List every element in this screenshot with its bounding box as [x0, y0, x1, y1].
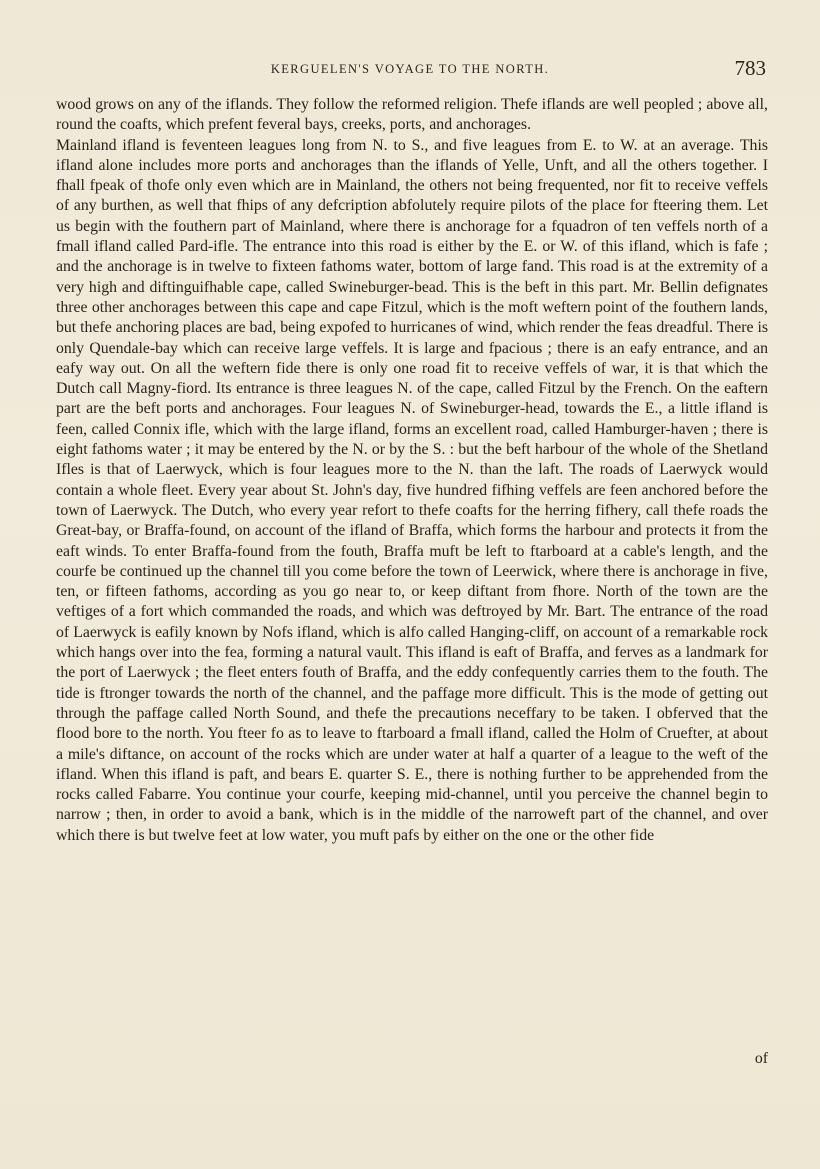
paragraph: Mainland ifland is feventeen leagues long from N. to S., and five leagues from E. to W. at an average. This ifland alone includes more ports and anchorages than the iflands of Yelle, Unft, and all the others together. I fhall fpeak of thofe only even which are in Mainland, the others not being frequented, nor fit to receive veffels of any burthen, as well that fhips of any defcription abfolutely require pilots of the place for fteering them. Let us begin with the fouthern part of Mainland, where there is anchorage for a fquadron of ten veffels north of a fmall ifland called Pard-ifle. The entrance into this road is either by the E. or W. of this ifland, which is fafe ; and the anchorage is in twelve to fixteen fathoms water, bottom of large fand. This road is at the extremity of a very high and diftinguifhable cape, called Swineburger-bead. This is the beft in this part. Mr. Bellin defignates three other anchorages between this cape and cape Fitzul, which is the moft weftern point of the fouthern lands, but thefe anchoring places are bad, being expofed to hurricanes of wind, which render the feas dreadful. There is only Quendale-bay which can receive large veffels. It is large and fpacious ; there is an eafy entrance, and an eafy way out. On all the weftern fide there is only one road fit to receive veffels of war, it is that which the Dutch call Magny-fiord. Its entrance is three leagues N. of the cape, called Fitzul by the French. On the eaftern part are the beft ports and anchorages. Four leagues N. of Swineburger-head, towards the E., a little ifland is feen, called Connix ifle, which with the large ifland, forms an excellent road, called Hamburger-haven ; there is eight fathoms water ; it may be entered by the N. or by the S. : but the beft harbour of the whole of the Shetland Ifles is that of Laerwyck, which is four leagues more to the N. than the laft. The roads of Laerwyck would contain a whole fleet. Every year about St. John's day, five hundred fifhing veffels are feen anchored before the town of Laerwyck. The Dutch, who every year refort to thefe coafts for the herring fifhery, call thefe roads the Great-bay, or Braffa-found, on account of the ifland of Braffa, which forms the harbour and protects it from the eaft winds. To enter Braffa-found from the fouth, Braffa muft be left to ftarboard at a cable's length, and the courfe be continued up the channel till you come before the town of Leerwick, where there is anchorage in five, ten, or fifteen fathoms, according as you go near to, or keep diftant from fhore. North of the town are the veftiges of a fort which commanded the roads, and which was deftroyed by Mr. Bart. The entrance of the road of Laerwyck is eafily known by Nofs ifland, which is alfo called Hanging-cliff, on account of a remarkable rock which hangs over into the fea, forming a natural vault. This ifland is eaft of Braffa, and ferves as a landmark for the port of Laerwyck ; the fleet enters fouth of Braffa, and the eddy confequently carries them to the fouth. The tide is ftronger towards the north of the channel, and the paffage more difficult. This is the mode of getting out through the paffage called North Sound, and thefe the precautions neceffary to be taken. I obferved that the flood bore to the north. You fteer fo as to leave to ftarboard a fmall ifland, called the Holm of Cruefter, at about a mile's diftance, on account of the rocks which are under water at half a quarter of a league to the weft of the ifland. When this ifland is paft, and bears E. quarter S. E., there is nothing further to be apprehended from the rocks called Fabarre. You continue your courfe, keeping mid-channel, until you perceive the channel begin to narrow ; then, in order to avoid a bank, which is in the middle of the narroweft part of the channel, and over which there is but twelve feet at low water, you muft pafs by either on the one or the other fide: [56, 136, 768, 844]
running-head: KERGUELEN'S VOYAGE TO THE NORTH.: [270, 62, 550, 76]
page-header: [0, 56, 820, 86]
page-number: 783: [734, 56, 766, 80]
body-text: [56, 95, 768, 846]
catchword: of: [754, 1050, 768, 1067]
paragraph: wood grows on any of the iflands. They follow the reformed religion. Thefe iflands are well peopled ; above all, round the coafts, which prefent feveral bays, creeks, ports, and anchorages.: [56, 96, 768, 134]
